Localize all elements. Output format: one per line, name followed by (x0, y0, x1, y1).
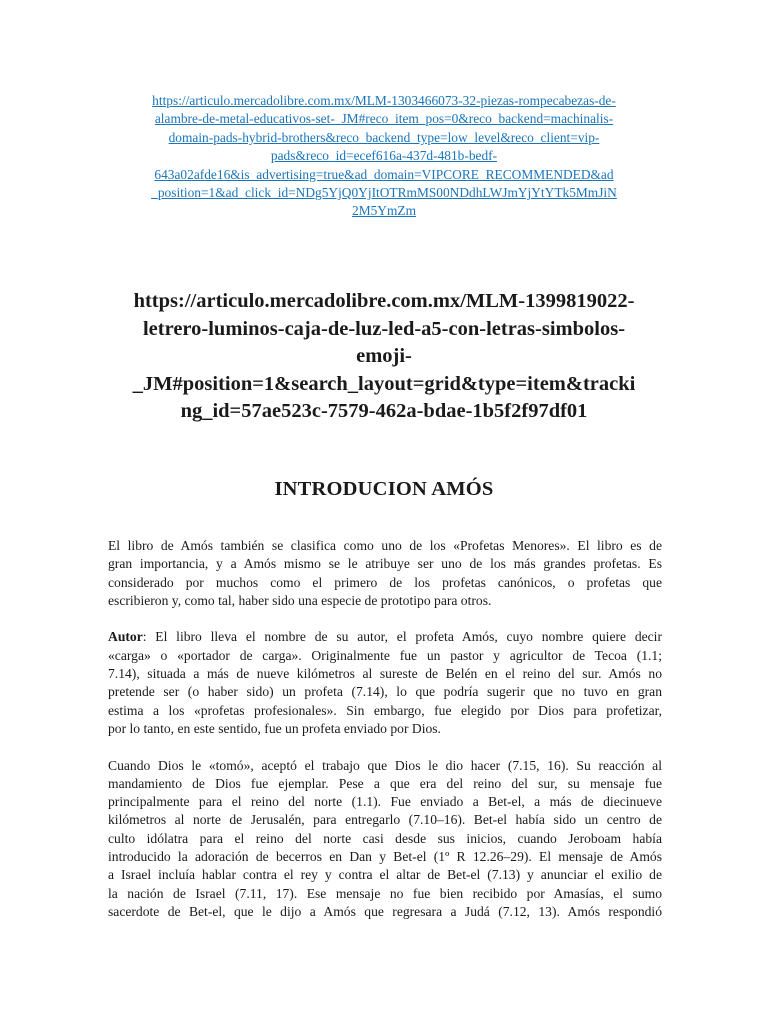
url-heading-line: letrero-luminos-caja-de-luz-led-a5-con-letras-simbolos- (142, 317, 626, 340)
text-line: sacerdote de Bet-el, que le dijo a Amós que regresara a Judá (7.12, 13). Amós respondió (108, 903, 662, 919)
document-body (108, 537, 662, 940)
text-line: 7.14), situada a más de nueve kilómetros al sureste de Belén en el reino del sur. Amós no (108, 666, 662, 682)
link-line: 643a02afde16&is_advertising=true&ad_domain=VIPCORE_RECOMMENDED&ad (154, 166, 614, 182)
text-line: Cuando Dios le «tomó», aceptó el trabajo que Dios le dio hacer (7.15, 16). Su reacción al (108, 757, 662, 773)
text-line: gran importancia, y a Amós mismo se le atribuye ser uno de los más grandes profetas. Es (108, 556, 662, 572)
url-heading-lightbox (100, 288, 668, 426)
text-line: la nación de Israel (7.11, 17). Ese mensaje no fue bien recibido por Amasías, el sumo (108, 885, 662, 901)
link-line: domain-pads-hybrid-brothers&reco_backend_type=low_level&reco_client=vip- (168, 129, 600, 145)
section-title: INTRODUCION AMÓS (274, 478, 494, 500)
url-heading-line: ng_id=57ae523c-7579-462a-bdae-1b5f2f97df01 (180, 400, 588, 422)
url-heading-line: emoji- (356, 345, 412, 367)
paragraph-author (108, 628, 662, 738)
url-link-puzzle[interactable] (100, 92, 668, 221)
paragraph-calling (108, 757, 662, 922)
text-line: escribieron y, como tal, haber sido una especie de prototipo para otros. (108, 592, 492, 608)
author-label: Autor (108, 629, 143, 645)
url-heading-line: _JM#position=1&search_layout=grid&type=item&tracki (132, 372, 636, 395)
link-line: pads&reco_id=ecef616a-437d-481b-bedf- (270, 148, 498, 164)
text-line: kilómetros al norte de Jerusalén, para entregarlo (7.10–16). Bet-el había sido un centro de (108, 812, 662, 828)
url-heading-line: https://articulo.mercadolibre.com.mx/MLM-1399819022- (133, 290, 635, 312)
text-line: introducido la adoración de becerros en Dan y Bet-el (1º R 12.26–29). El mensaje de Amós (108, 849, 662, 865)
text-line: El libro de Amós también se clasifica como uno de los «Profetas Menores». El libro es de (108, 538, 662, 553)
text-line: considerado por muchos como el primero de los profetas canónicos, o profetas que (108, 574, 662, 590)
text-line: estima a los «profetas profesionales». Sin embargo, fue elegido por Dios para profetizar, (108, 702, 662, 718)
text-line: mandamiento de Dios fue ejemplar. Pese a que era del reino del sur, su mensaje fue (108, 775, 662, 791)
link-line: alambre-de-metal-educativos-set-_JM#reco_item_pos=0&reco_backend=machinalis- (154, 111, 614, 127)
link-line: _position=1&ad_click_id=NDg5YjQ0YjItOTRmMS00NDdhLWJmYjYtYTk5MmJiN (151, 185, 617, 201)
text-line: culto idólatra para el reino del norte casi desde sus inicios, cuando Jeroboam había (108, 830, 662, 846)
author-text: : El libro lleva el nombre de su autor, el profeta Amós, cuyo nombre quiere decir (142, 629, 662, 645)
text-line: «carga» o «portador de carga». Originalmente fue un pastor y agricultor de Tecoa (1.1; (108, 647, 662, 663)
text-line (108, 628, 662, 646)
text-line: principalmente para el reino del norte (1.1). Fue enviado a Bet-el, a más de diecinueve (108, 794, 662, 810)
text-line: pretende ser (o haber sido) un profeta (7.14), lo que podría sugerir que no tuvo en gran (108, 684, 662, 700)
text-line: a Israel incluía hablar contra el rey y contra el altar de Bet-el (7.13) y anunciar el exilio de (108, 867, 662, 883)
text-line: por lo tanto, en este sentido, fue un profeta enviado por Dios. (108, 720, 441, 736)
link-line: 2M5YmZm (352, 203, 416, 219)
paragraph-intro (108, 537, 662, 610)
link-line: https://articulo.mercadolibre.com.mx/MLM-1303466073-32-piezas-rompecabezas-de- (152, 93, 616, 108)
